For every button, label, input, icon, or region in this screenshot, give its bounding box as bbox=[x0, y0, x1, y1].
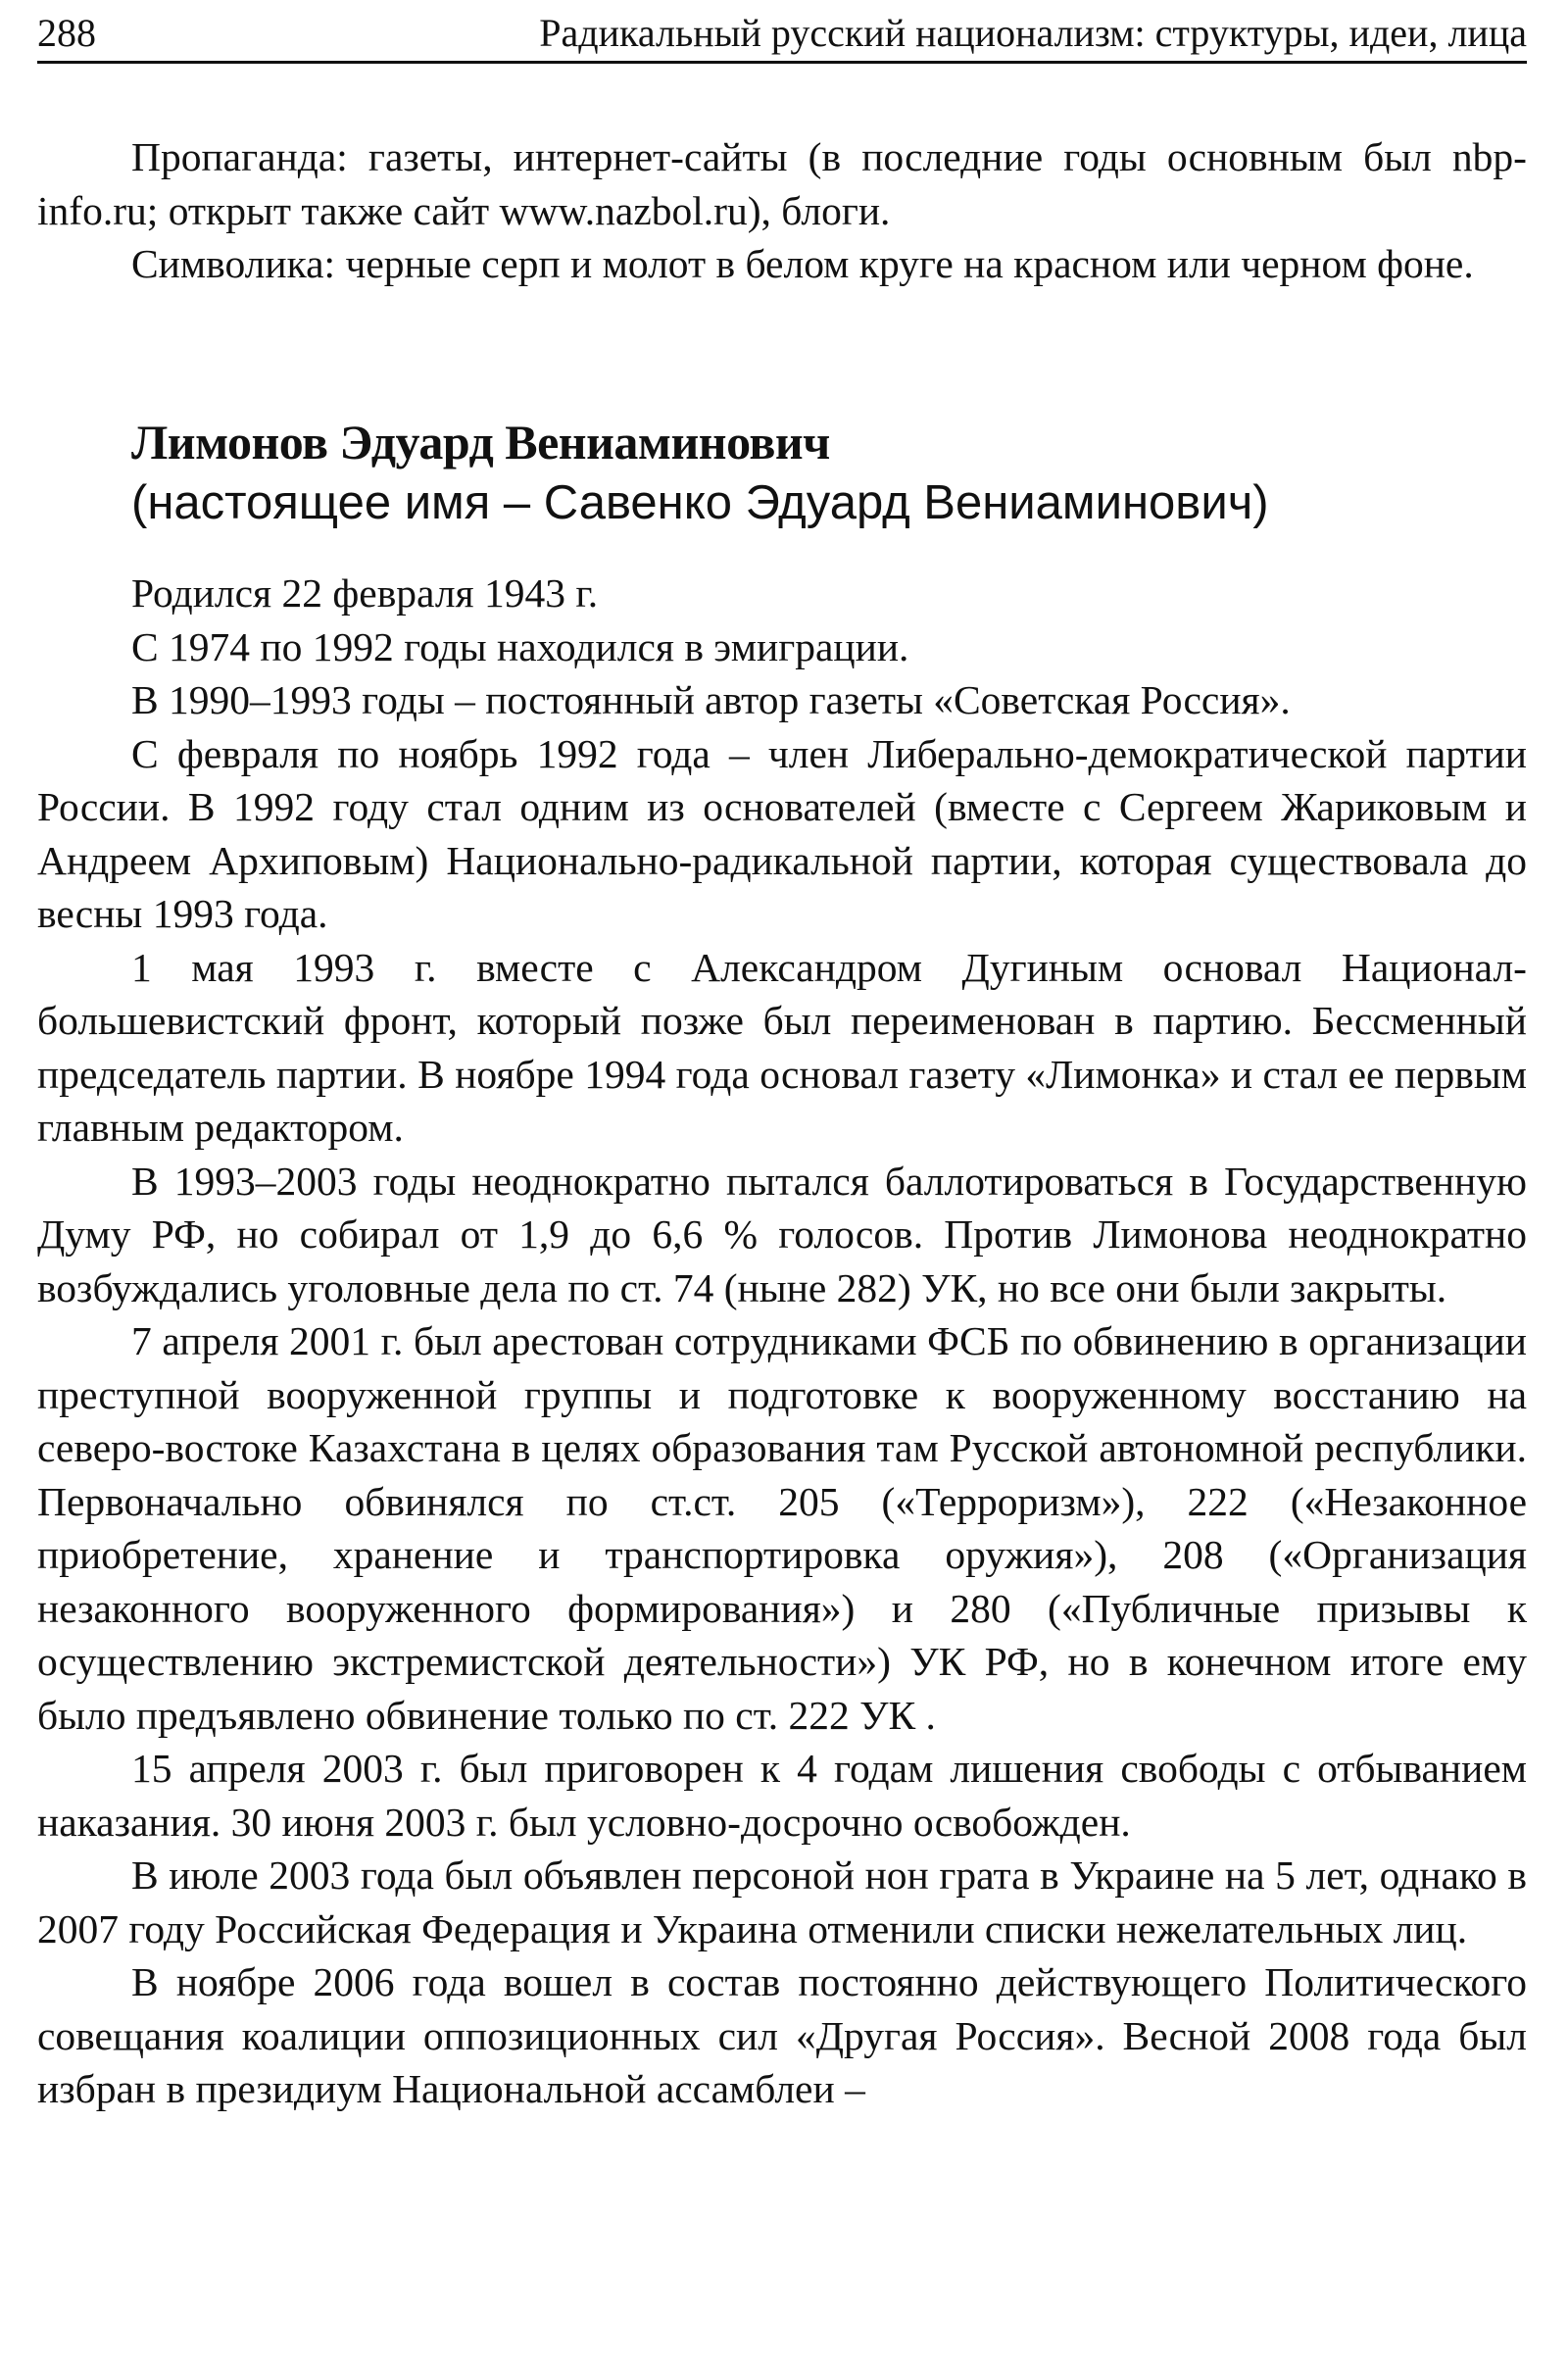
preceding-section-text bbox=[37, 130, 1527, 291]
paragraph-elections: В 1993–2003 годы неоднократно пытался баллотироваться в Государственную Думу РФ, но собирал от 1,9 до 6,6 % голосов. Против Лимонова неоднократно возбуждались уголовные дела по ст. 74 (ныне 282) УК, но все они были закрыты. bbox=[37, 1158, 1527, 1310]
page-number: 288 bbox=[37, 11, 96, 55]
running-head bbox=[37, 6, 1527, 64]
propaganda-paragraph: Пропаганда: газеты, интернет-сайты (в последние годы основным был nbp-info.ru; открыт также сайт www.nazbol.ru), блоги. bbox=[37, 134, 1527, 233]
paragraph-persona-non-grata: В июле 2003 года был объявлен персоной нон грата в Украине на 5 лет, однако в 2007 году Российская Федерация и Украина отменили списки нежелательных лиц. bbox=[37, 1852, 1527, 1951]
paragraph-sentence: 15 апреля 2003 г. был приговорен к 4 годам лишения свободы с отбыванием наказания. 30 июня 2003 г. был условно-досрочно освобожден. bbox=[37, 1746, 1527, 1845]
person-name-heading: Лимонов Эдуард Вениаминович bbox=[131, 415, 830, 469]
paragraph-arrest: 7 апреля 2001 г. был арестован сотрудниками ФСБ по обвинению в организации преступной вооруженной группы и подготовке к вооруженному восстанию на северо-востоке Казахстана в целях образования там Русской автономной республики. Первоначально обвинялся по ст.ст. 205 («Терроризм»), 222 («Незаконное приобретение, хранение и транспортировка оружия»), 208 («Организация незаконного вооруженного формирования») и 280 («Публичные призывы к осуществлению экстремистской деятельности») УК РФ, но в конечном итоге ему было предъявлено обвинение только по ст. 222 УК . bbox=[37, 1318, 1527, 1738]
paragraph-newspaper-author: В 1990–1993 годы – постоянный автор газеты «Советская Россия». bbox=[131, 677, 1291, 722]
paragraph-other-russia: В ноябре 2006 года вошел в состав постоянно действующего Политического совещания коалиции оппозиционных сил «Другая Россия». Весной 2008 года был избран в президиум Национальной ассамблеи – bbox=[37, 1959, 1527, 2111]
paragraph-emigration: С 1974 по 1992 годы находился в эмиграции. bbox=[131, 623, 909, 669]
paragraph-ldpr-membership: С февраля по ноябрь 1992 года – член Либерально-демократической партии России. В 1992 году стал одним из основателей (вместе с Сергеем Жариковым и Андреем Архиповым) Национально-радикальной партии, которая существовала до весны 1993 года. bbox=[37, 730, 1527, 936]
paragraph-nbp-founding: 1 мая 1993 г. вместе с Александром Дугиным основал Национал-большевистский фронт, который позже был переименован в партию. Бессменный председатель партии. В ноябре 1994 года основал газету «Лимонка» и стал ее первым главным редактором. bbox=[37, 944, 1527, 1150]
person-real-name: (настоящее имя – Савенко Эдуард Вениаминович) bbox=[131, 476, 1269, 529]
biography-text bbox=[37, 567, 1527, 2116]
section-heading bbox=[131, 412, 1523, 533]
running-head-title: Радикальный русский национализм: структуры, идеи, лица bbox=[539, 11, 1527, 55]
paragraph-birth: Родился 22 февраля 1943 г. bbox=[131, 570, 599, 616]
symbolism-paragraph: Символика: черные серп и молот в белом круге на красном или черном фоне. bbox=[131, 241, 1474, 286]
